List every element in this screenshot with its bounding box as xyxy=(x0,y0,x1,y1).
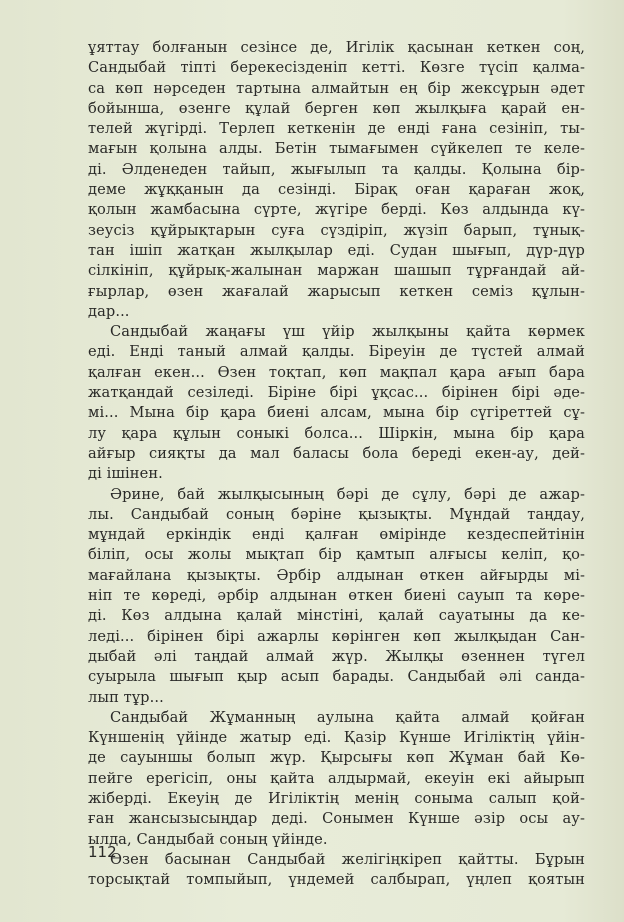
text-line: мағайлана қызықты. Әрбір алдынан өткен айғырды мі- xyxy=(88,566,585,584)
text-line: лып тұр... xyxy=(88,688,164,706)
text-line: жатқандай сезіледі. Біріне бірі ұқсас... бірінен бірі әде- xyxy=(88,384,585,402)
text-line: Сандыбай жаңағы үш үйір жылқыны қайта көрмек xyxy=(110,323,585,341)
text-line: ғырлар, өзен жағалай жарысып кеткен семіз құлын- xyxy=(88,282,585,300)
text-line: Сандыбай тіпті берекесізденіп кетті. Көзге түсіп қалма- xyxy=(88,59,585,77)
paragraph xyxy=(88,38,585,322)
text-line: ылда, Сандыбай соның үйінде. xyxy=(88,830,328,848)
text-line: біліп, осы жолы мықтап бір қамтып алғысы келіп, қо- xyxy=(88,546,585,564)
paragraph xyxy=(88,322,585,484)
text-line: қалған екен... Өзен тоқтап, көп мақпал қара ағып бара xyxy=(88,363,585,381)
text-line: торсықтай томпыйып, үндемей салбырап, үңлеп қоятын xyxy=(88,871,585,889)
text-line: мағын қолына алды. Бетін тымағымен сүйкелеп те келе- xyxy=(88,140,585,158)
text-line: ді. Көз алдына қалай мінстіні, қалай сауатыны да ке- xyxy=(88,607,585,625)
text-line: мі... Мына бір қара биені алсам, мына бір сүгіреттей сұ- xyxy=(88,404,585,422)
text-line: леді... бірінен бірі ажарлы көрінген көп жылқыдан Сан- xyxy=(88,627,585,645)
text-line: ніп те көреді, әрбір алдынан өткен биені сауып та көре- xyxy=(88,587,585,605)
paragraph xyxy=(88,708,585,850)
text-line: Әрине, бай жылқысының бәрі де сұлу, бәрі де ажар- xyxy=(110,485,585,503)
text-line: дар... xyxy=(88,302,130,320)
text-line: де сауыншы болып жүр. Қырсығы көп Жұман бай Кө- xyxy=(88,749,585,767)
text-line: лы. Сандыбай соның бәріне қызықты. Мұндай таңдау, xyxy=(88,505,585,523)
text-line: сілкініп, құйрық-жалынан маржан шашып тұрғандай ай- xyxy=(88,262,585,280)
text-line: Сандыбай Жұманның аулына қайта алмай қойған xyxy=(110,708,585,726)
text-line: са көп нәрседен тартына алмайтын ең бір жексұрын әдет xyxy=(88,79,585,97)
text-line: ұяттау болғанын сезінсе де, Игілік қасынан кеткен соң, xyxy=(88,39,585,56)
paragraph xyxy=(88,485,585,708)
text-line: телей жүгірді. Терлеп кеткенін де енді ғана сезініп, ты- xyxy=(88,120,585,138)
paragraph xyxy=(88,850,585,891)
text-line: ған жансызысыңдар деді. Сонымен Күнше әзір осы ау- xyxy=(88,810,585,828)
text-line: ді. Әлденеден тайып, жығылып та қалды. Қолына бір- xyxy=(88,160,585,178)
text-line: деме жұққанын да сезінді. Бірақ оған қараған жоқ, xyxy=(88,181,585,199)
text-line: жіберді. Екеуің де Игіліктің менің соныма салып қой- xyxy=(88,789,585,807)
text-line: суырыла шығып қыр асып барады. Сандыбай әлі санда- xyxy=(88,668,585,686)
text-line: мұндай еркіндік енді қалған өмірінде кездеспейтінін xyxy=(88,526,585,544)
text-line: Өзен басынан Сандыбай желігіңкіреп қайтты. Бұрын xyxy=(110,850,585,868)
page-number: 112 xyxy=(88,843,117,861)
text-line: лу қара құлын соныкі болса... Шіркін, мына бір қара xyxy=(88,424,585,442)
text-line: қолын жамбасына сүрте, жүгіре берді. Көз алдында кү- xyxy=(88,201,585,219)
text-line: еді. Енді таный алмай қалды. Біреуін де түстей алмай xyxy=(88,343,585,361)
text-line: айғыр сияқты да мал баласы бола береді екен-ау, дей- xyxy=(88,444,585,462)
text-line: дыбай әлі таңдай алмай жүр. Жылқы өзеннен түгел xyxy=(88,647,585,665)
body-text xyxy=(88,38,585,890)
text-line: зеусіз құйрықтарын суға сүздіріп, жүзіп барып, тұнық- xyxy=(88,221,585,239)
text-line: пейге ерегісіп, оны қайта алдырмай, екеуін екі айырып xyxy=(88,769,585,787)
text-line: бойынша, өзенге құлай берген көп жылқыға қарай ен- xyxy=(88,99,585,117)
text-line: тан ішіп жатқан жылқылар еді. Судан шығып, дүр-дүр xyxy=(88,241,585,259)
text-line: Күншенің үйінде жатыр еді. Қазір Күнше Игіліктің үйін- xyxy=(88,729,585,747)
text-line: ді ішінен. xyxy=(88,465,163,483)
